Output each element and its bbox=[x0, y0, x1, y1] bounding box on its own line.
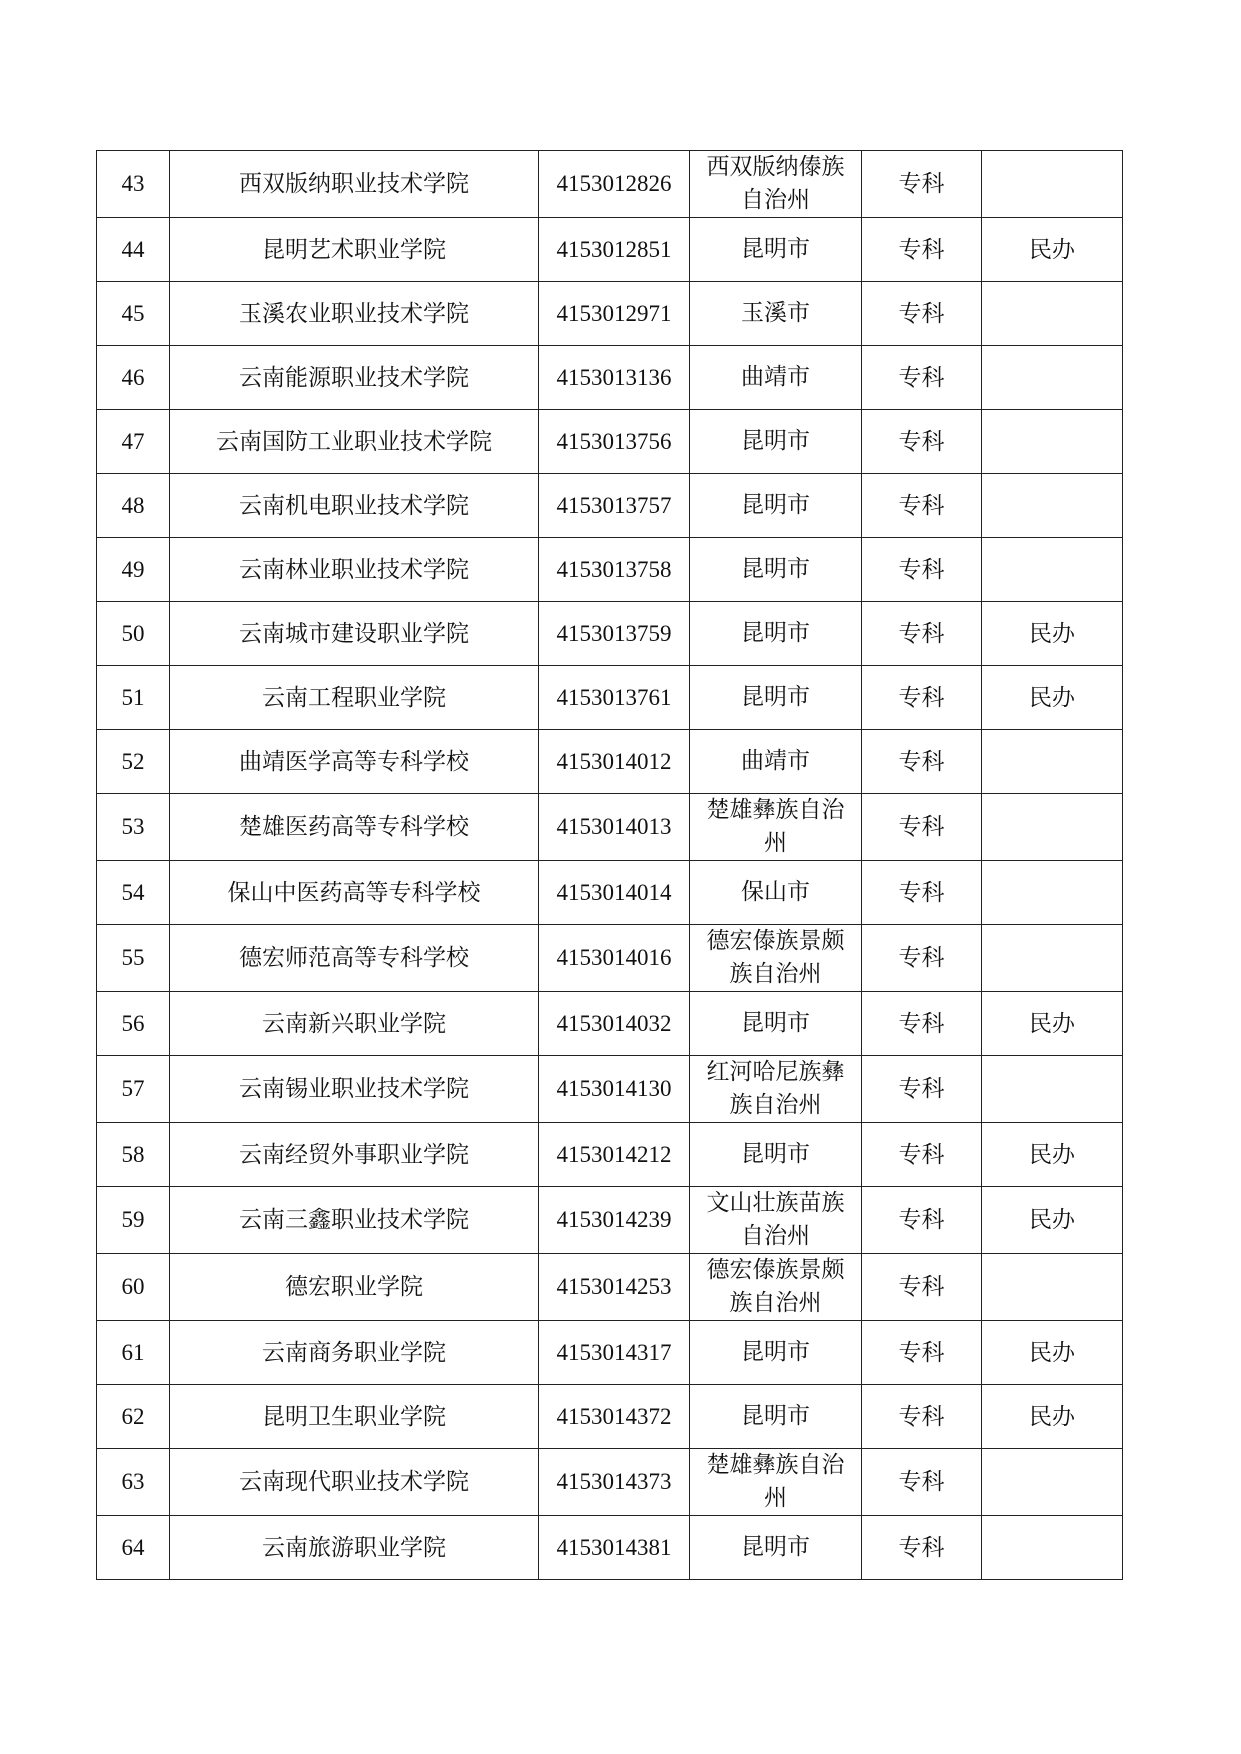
level-cell bbox=[862, 1385, 982, 1449]
table-row bbox=[97, 666, 1123, 730]
ownership-cell bbox=[982, 151, 1123, 218]
location-cell bbox=[690, 1385, 862, 1449]
location: 曲靖市 bbox=[741, 364, 810, 390]
institution-name-cell bbox=[170, 346, 539, 410]
location-cell bbox=[690, 992, 862, 1056]
location-cell bbox=[690, 925, 862, 992]
row-number: 53 bbox=[121, 814, 145, 839]
row-number: 60 bbox=[121, 1274, 145, 1299]
row-number: 61 bbox=[121, 1339, 145, 1365]
ownership-type: 民办 bbox=[1029, 620, 1075, 647]
level-cell bbox=[862, 410, 982, 474]
row-number: 55 bbox=[121, 945, 145, 970]
education-level: 专科 bbox=[898, 171, 945, 197]
ownership-cell bbox=[982, 992, 1123, 1056]
institution-name-cell bbox=[170, 474, 539, 538]
institution-name-cell bbox=[170, 730, 539, 794]
table-row bbox=[97, 1254, 1123, 1321]
institution-code-cell bbox=[539, 925, 690, 992]
row-number-cell bbox=[97, 1449, 170, 1516]
row-number-cell bbox=[97, 538, 170, 602]
row-number-cell bbox=[97, 666, 170, 730]
ownership-type: 民办 bbox=[1029, 684, 1075, 711]
location-cell bbox=[690, 218, 862, 282]
table-row bbox=[97, 1449, 1123, 1516]
institution-name: 云南锡业职业技术学院 bbox=[239, 1076, 469, 1102]
institution-name-cell bbox=[170, 1254, 539, 1321]
row-number-cell bbox=[97, 282, 170, 346]
institution-code-cell bbox=[539, 861, 690, 925]
institution-code: 4153014317 bbox=[556, 1339, 672, 1365]
education-level: 专科 bbox=[898, 879, 945, 906]
institution-name-cell bbox=[170, 1449, 539, 1516]
table-row bbox=[97, 218, 1123, 282]
level-cell bbox=[862, 218, 982, 282]
level-cell bbox=[862, 794, 982, 861]
ownership-type: 民办 bbox=[1029, 1339, 1075, 1366]
institution-code: 4153014130 bbox=[556, 1076, 672, 1101]
location: 昆明市 bbox=[741, 1010, 810, 1036]
location: 昆明市 bbox=[741, 556, 810, 582]
ownership-cell bbox=[982, 1254, 1123, 1321]
institution-name: 云南现代职业技术学院 bbox=[239, 1469, 469, 1495]
location: 昆明市 bbox=[741, 684, 810, 710]
location: 昆明市 bbox=[741, 492, 810, 518]
institution-name-cell bbox=[170, 218, 539, 282]
institution-code-cell bbox=[539, 151, 690, 218]
location: 楚雄彝族自治州 bbox=[706, 1452, 845, 1511]
institution-code-cell bbox=[539, 794, 690, 861]
location: 楚雄彝族自治州 bbox=[706, 797, 845, 856]
institution-code: 4153014372 bbox=[556, 1403, 672, 1429]
level-cell bbox=[862, 1516, 982, 1580]
level-cell bbox=[862, 346, 982, 410]
row-number-cell bbox=[97, 218, 170, 282]
ownership-cell bbox=[982, 1516, 1123, 1580]
education-level: 专科 bbox=[898, 945, 945, 971]
row-number-cell bbox=[97, 925, 170, 992]
institution-name: 云南商务职业学院 bbox=[262, 1339, 446, 1366]
ownership-cell bbox=[982, 1056, 1123, 1123]
institution-code: 4153012826 bbox=[556, 171, 672, 196]
table-row bbox=[97, 794, 1123, 861]
table-row bbox=[97, 602, 1123, 666]
location-cell bbox=[690, 1123, 862, 1187]
institution-name-cell bbox=[170, 925, 539, 992]
location: 昆明市 bbox=[741, 236, 810, 262]
location-cell bbox=[690, 1449, 862, 1516]
location: 昆明市 bbox=[741, 1534, 810, 1560]
location-cell bbox=[690, 1056, 862, 1123]
row-number-cell bbox=[97, 992, 170, 1056]
institution-code: 4153014013 bbox=[556, 814, 672, 839]
level-cell bbox=[862, 925, 982, 992]
ownership-cell bbox=[982, 474, 1123, 538]
row-number: 50 bbox=[121, 620, 145, 646]
institution-code-cell bbox=[539, 1123, 690, 1187]
table-row bbox=[97, 282, 1123, 346]
education-level: 专科 bbox=[898, 684, 945, 711]
ownership-type: 民办 bbox=[1029, 1207, 1075, 1233]
table-row bbox=[97, 1516, 1123, 1580]
location: 玉溪市 bbox=[741, 300, 810, 326]
location: 昆明市 bbox=[741, 620, 810, 646]
institution-name: 楚雄医药高等专科学校 bbox=[239, 814, 469, 840]
institution-name: 西双版纳职业技术学院 bbox=[239, 171, 469, 197]
institution-name: 云南经贸外事职业学院 bbox=[239, 1141, 469, 1168]
institution-name-cell bbox=[170, 666, 539, 730]
institution-code-cell bbox=[539, 666, 690, 730]
institution-name: 德宏职业学院 bbox=[285, 1274, 423, 1300]
institution-name-cell bbox=[170, 794, 539, 861]
level-cell bbox=[862, 992, 982, 1056]
location-cell bbox=[690, 1254, 862, 1321]
ownership-cell bbox=[982, 218, 1123, 282]
table-row bbox=[97, 1321, 1123, 1385]
institution-code: 4153014381 bbox=[556, 1534, 672, 1560]
level-cell bbox=[862, 1187, 982, 1254]
institution-code: 4153013759 bbox=[556, 620, 672, 646]
location-cell bbox=[690, 602, 862, 666]
education-level: 专科 bbox=[898, 620, 945, 647]
institution-name-cell bbox=[170, 1516, 539, 1580]
institution-name-cell bbox=[170, 1056, 539, 1123]
location-cell bbox=[690, 861, 862, 925]
location: 文山壮族苗族自治州 bbox=[706, 1190, 845, 1249]
row-number-cell bbox=[97, 151, 170, 218]
institution-name-cell bbox=[170, 1385, 539, 1449]
location-cell bbox=[690, 1321, 862, 1385]
institution-code-cell bbox=[539, 1187, 690, 1254]
institution-code-cell bbox=[539, 410, 690, 474]
education-level: 专科 bbox=[898, 1403, 945, 1430]
institution-code-cell bbox=[539, 1254, 690, 1321]
institution-name-cell bbox=[170, 538, 539, 602]
institution-code: 4153014373 bbox=[556, 1469, 672, 1494]
ownership-cell bbox=[982, 1187, 1123, 1254]
institution-name: 玉溪农业职业技术学院 bbox=[239, 300, 469, 327]
location-cell bbox=[690, 1187, 862, 1254]
institution-code: 4153013756 bbox=[556, 428, 672, 454]
level-cell bbox=[862, 1321, 982, 1385]
row-number: 58 bbox=[121, 1141, 145, 1167]
institution-name-cell bbox=[170, 151, 539, 218]
row-number-cell bbox=[97, 1123, 170, 1187]
location-cell bbox=[690, 1516, 862, 1580]
institution-code-cell bbox=[539, 1449, 690, 1516]
row-number: 48 bbox=[121, 492, 145, 518]
ownership-cell bbox=[982, 861, 1123, 925]
institution-name: 昆明艺术职业学院 bbox=[262, 236, 446, 263]
location: 红河哈尼族彝族自治州 bbox=[706, 1059, 845, 1118]
institution-code: 4153013761 bbox=[556, 684, 672, 710]
location-cell bbox=[690, 410, 862, 474]
ownership-cell bbox=[982, 730, 1123, 794]
education-level: 专科 bbox=[898, 1141, 945, 1168]
row-number: 52 bbox=[121, 748, 145, 774]
education-level: 专科 bbox=[898, 1534, 945, 1561]
education-level: 专科 bbox=[898, 748, 945, 775]
level-cell bbox=[862, 538, 982, 602]
row-number: 63 bbox=[121, 1469, 145, 1494]
ownership-cell bbox=[982, 666, 1123, 730]
location-cell bbox=[690, 151, 862, 218]
institution-code: 4153014239 bbox=[556, 1207, 672, 1232]
institution-code-cell bbox=[539, 1385, 690, 1449]
institution-name: 云南林业职业技术学院 bbox=[239, 556, 469, 583]
institution-code-cell bbox=[539, 1056, 690, 1123]
education-level: 专科 bbox=[898, 236, 945, 263]
location: 德宏傣族景颇族自治州 bbox=[706, 928, 845, 987]
row-number-cell bbox=[97, 730, 170, 794]
location: 德宏傣族景颇族自治州 bbox=[706, 1257, 845, 1316]
institution-name: 昆明卫生职业学院 bbox=[262, 1403, 446, 1430]
institution-name: 云南机电职业技术学院 bbox=[239, 492, 469, 519]
row-number: 49 bbox=[121, 556, 145, 582]
ownership-cell bbox=[982, 925, 1123, 992]
institution-name-cell bbox=[170, 861, 539, 925]
table-row bbox=[97, 992, 1123, 1056]
institution-name: 曲靖医学高等专科学校 bbox=[239, 748, 469, 775]
location: 曲靖市 bbox=[741, 748, 810, 774]
row-number-cell bbox=[97, 474, 170, 538]
ownership-cell bbox=[982, 794, 1123, 861]
location-cell bbox=[690, 346, 862, 410]
institution-code-cell bbox=[539, 1321, 690, 1385]
location: 昆明市 bbox=[741, 428, 810, 454]
institution-name: 云南国防工业职业技术学院 bbox=[216, 428, 492, 455]
institution-name: 德宏师范高等专科学校 bbox=[239, 945, 469, 971]
location-cell bbox=[690, 666, 862, 730]
row-number: 43 bbox=[121, 171, 145, 196]
location: 保山市 bbox=[741, 879, 810, 905]
education-level: 专科 bbox=[898, 1339, 945, 1366]
institution-name-cell bbox=[170, 410, 539, 474]
table-row bbox=[97, 474, 1123, 538]
level-cell bbox=[862, 1056, 982, 1123]
location: 昆明市 bbox=[741, 1339, 810, 1365]
institution-name: 云南三鑫职业技术学院 bbox=[239, 1207, 469, 1233]
education-level: 专科 bbox=[898, 556, 945, 583]
table-row bbox=[97, 410, 1123, 474]
institution-name-cell bbox=[170, 602, 539, 666]
institution-code: 4153013758 bbox=[556, 556, 672, 582]
education-level: 专科 bbox=[898, 1469, 945, 1495]
ownership-cell bbox=[982, 282, 1123, 346]
institution-name: 云南能源职业技术学院 bbox=[239, 364, 469, 391]
row-number-cell bbox=[97, 1516, 170, 1580]
ownership-cell bbox=[982, 1385, 1123, 1449]
institution-code-cell bbox=[539, 730, 690, 794]
institution-code: 4153012971 bbox=[556, 300, 672, 326]
level-cell bbox=[862, 1449, 982, 1516]
location-cell bbox=[690, 794, 862, 861]
level-cell bbox=[862, 1254, 982, 1321]
institution-code: 4153013757 bbox=[556, 492, 672, 518]
location: 昆明市 bbox=[741, 1403, 810, 1429]
table-row bbox=[97, 151, 1123, 218]
level-cell bbox=[862, 151, 982, 218]
location-cell bbox=[690, 730, 862, 794]
institution-code-cell bbox=[539, 602, 690, 666]
ownership-cell bbox=[982, 602, 1123, 666]
row-number: 44 bbox=[121, 236, 145, 262]
institution-name: 云南城市建设职业学院 bbox=[239, 620, 469, 647]
institution-code-cell bbox=[539, 218, 690, 282]
institution-code: 4153014016 bbox=[556, 945, 672, 970]
level-cell bbox=[862, 1123, 982, 1187]
row-number-cell bbox=[97, 1056, 170, 1123]
location-cell bbox=[690, 282, 862, 346]
institution-name-cell bbox=[170, 992, 539, 1056]
institution-code-cell bbox=[539, 538, 690, 602]
location: 西双版纳傣族自治州 bbox=[706, 154, 845, 213]
institution-code: 4153014014 bbox=[556, 879, 672, 905]
institution-name: 云南旅游职业学院 bbox=[262, 1534, 446, 1561]
institution-code: 4153014253 bbox=[556, 1274, 672, 1299]
education-level: 专科 bbox=[898, 1076, 945, 1102]
education-level: 专科 bbox=[898, 1274, 945, 1300]
location-cell bbox=[690, 538, 862, 602]
education-level: 专科 bbox=[898, 814, 945, 840]
row-number-cell bbox=[97, 346, 170, 410]
ownership-cell bbox=[982, 1123, 1123, 1187]
institution-table bbox=[96, 150, 1123, 1580]
row-number-cell bbox=[97, 1254, 170, 1321]
ownership-cell bbox=[982, 410, 1123, 474]
institution-code: 4153013136 bbox=[556, 364, 672, 390]
row-number-cell bbox=[97, 1321, 170, 1385]
table-row bbox=[97, 1187, 1123, 1254]
table-row bbox=[97, 730, 1123, 794]
institution-code: 4153014032 bbox=[556, 1010, 672, 1036]
institution-name: 云南新兴职业学院 bbox=[262, 1010, 446, 1037]
ownership-cell bbox=[982, 346, 1123, 410]
institution-name-cell bbox=[170, 1123, 539, 1187]
level-cell bbox=[862, 282, 982, 346]
row-number-cell bbox=[97, 602, 170, 666]
row-number: 57 bbox=[121, 1076, 145, 1101]
ownership-cell bbox=[982, 1449, 1123, 1516]
row-number-cell bbox=[97, 861, 170, 925]
institution-code-cell bbox=[539, 474, 690, 538]
level-cell bbox=[862, 602, 982, 666]
table-body bbox=[97, 151, 1123, 1580]
table-row bbox=[97, 1385, 1123, 1449]
institution-name-cell bbox=[170, 282, 539, 346]
ownership-cell bbox=[982, 538, 1123, 602]
row-number: 64 bbox=[121, 1534, 145, 1560]
education-level: 专科 bbox=[898, 1207, 945, 1233]
institution-name: 云南工程职业学院 bbox=[262, 684, 446, 711]
education-level: 专科 bbox=[898, 428, 945, 455]
row-number: 59 bbox=[121, 1207, 145, 1232]
location: 昆明市 bbox=[741, 1141, 810, 1167]
ownership-type: 民办 bbox=[1029, 1010, 1075, 1037]
institution-code: 4153012851 bbox=[556, 236, 672, 262]
education-level: 专科 bbox=[898, 300, 945, 327]
institution-name-cell bbox=[170, 1321, 539, 1385]
education-level: 专科 bbox=[898, 492, 945, 519]
level-cell bbox=[862, 730, 982, 794]
table-row bbox=[97, 538, 1123, 602]
ownership-type: 民办 bbox=[1029, 1403, 1075, 1430]
ownership-cell bbox=[982, 1321, 1123, 1385]
row-number: 45 bbox=[121, 300, 145, 326]
institution-name-cell bbox=[170, 1187, 539, 1254]
table-row bbox=[97, 861, 1123, 925]
level-cell bbox=[862, 861, 982, 925]
row-number: 51 bbox=[121, 684, 145, 710]
institution-code: 4153014012 bbox=[556, 748, 672, 774]
row-number-cell bbox=[97, 1187, 170, 1254]
row-number: 62 bbox=[121, 1403, 145, 1429]
level-cell bbox=[862, 666, 982, 730]
table-row bbox=[97, 1123, 1123, 1187]
table-row bbox=[97, 925, 1123, 992]
row-number-cell bbox=[97, 1385, 170, 1449]
institution-code-cell bbox=[539, 992, 690, 1056]
row-number-cell bbox=[97, 410, 170, 474]
location-cell bbox=[690, 474, 862, 538]
row-number-cell bbox=[97, 794, 170, 861]
row-number: 47 bbox=[121, 428, 145, 454]
level-cell bbox=[862, 474, 982, 538]
row-number: 54 bbox=[121, 879, 145, 905]
education-level: 专科 bbox=[898, 1010, 945, 1037]
row-number: 46 bbox=[121, 364, 145, 390]
institution-code-cell bbox=[539, 282, 690, 346]
institution-code-cell bbox=[539, 1516, 690, 1580]
institution-name: 保山中医药高等专科学校 bbox=[227, 879, 481, 906]
institution-code: 4153014212 bbox=[556, 1141, 672, 1167]
ownership-type: 民办 bbox=[1029, 1141, 1075, 1168]
institution-code-cell bbox=[539, 346, 690, 410]
row-number: 56 bbox=[121, 1010, 145, 1036]
education-level: 专科 bbox=[898, 364, 945, 391]
table-row bbox=[97, 346, 1123, 410]
ownership-type: 民办 bbox=[1029, 236, 1075, 263]
table-row bbox=[97, 1056, 1123, 1123]
